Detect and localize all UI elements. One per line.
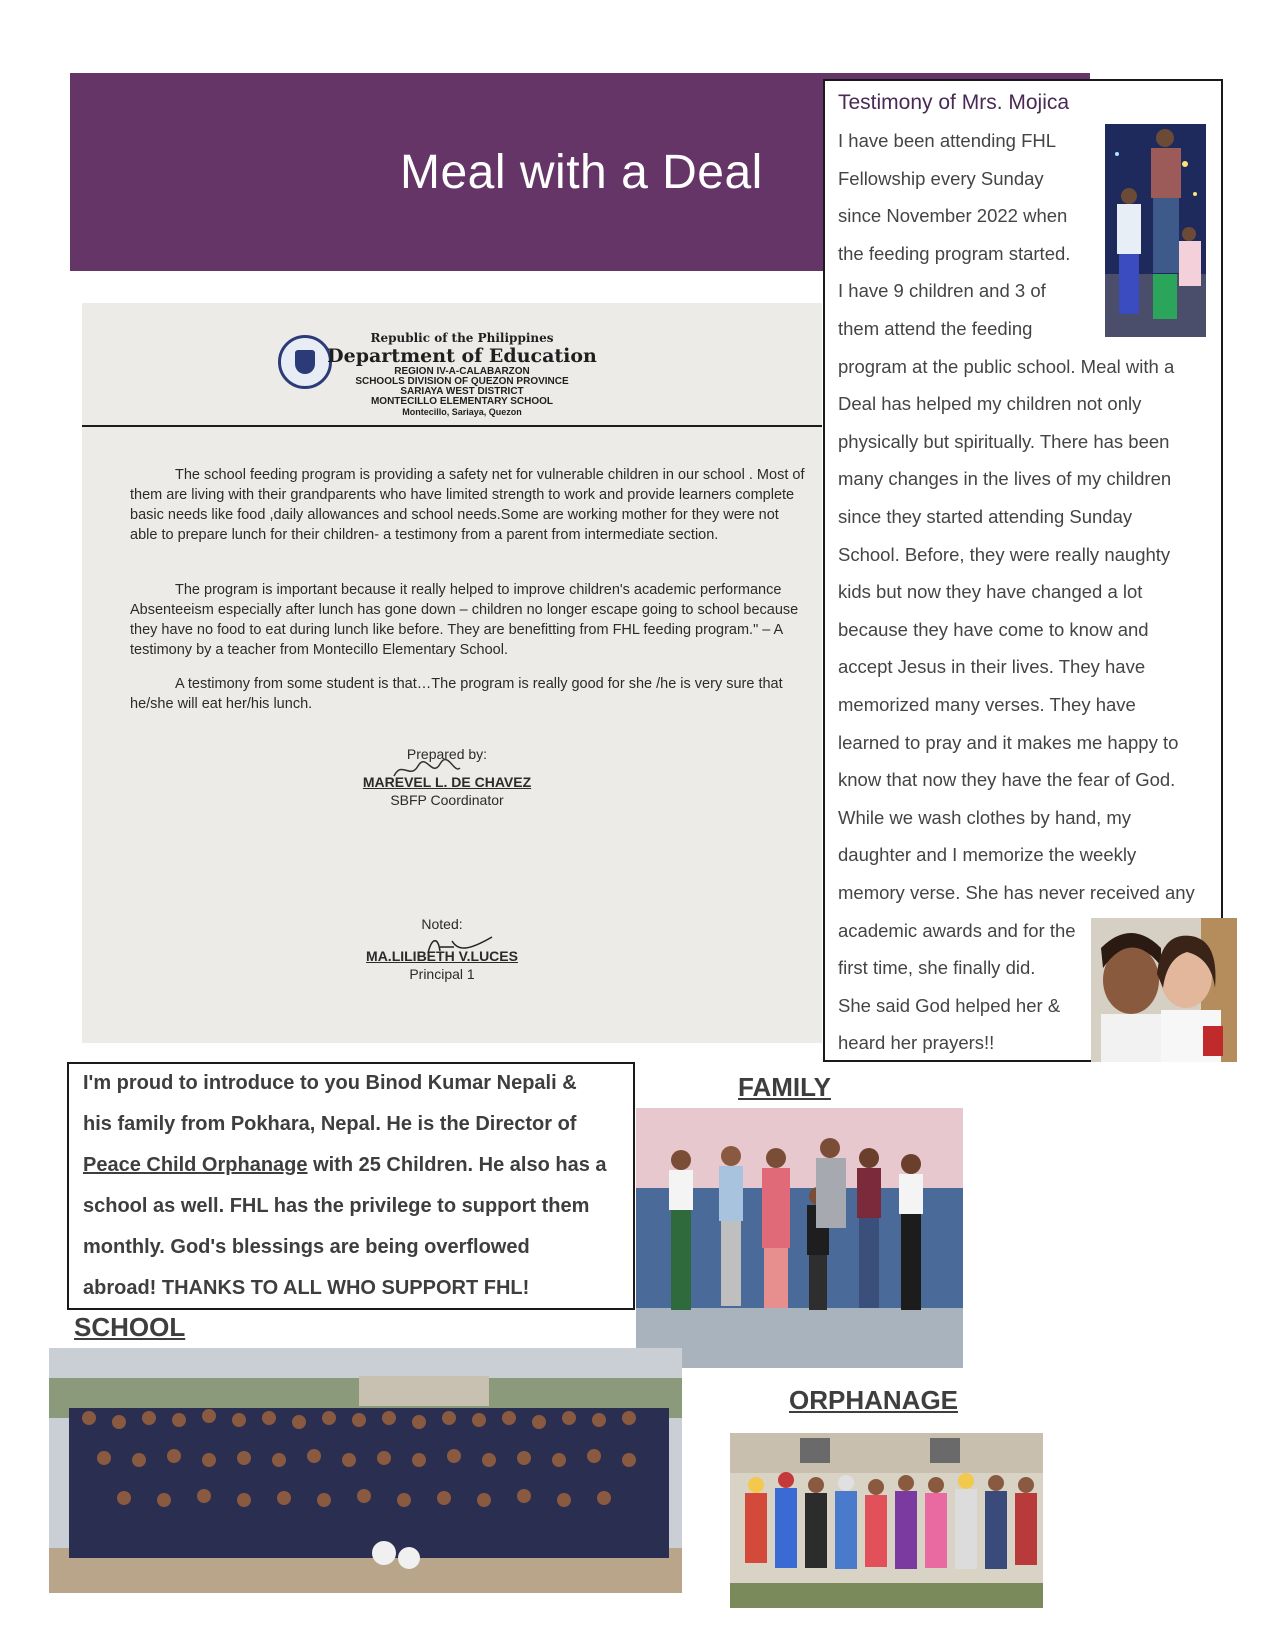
family-label: FAMILY — [738, 1072, 831, 1102]
noted-role: Principal 1 — [409, 966, 475, 982]
testimony-line: She said God helped her & — [838, 995, 1061, 1016]
family-photo — [636, 1108, 963, 1368]
intro-box — [67, 1062, 635, 1310]
prepared-label: Prepared by: — [406, 746, 488, 762]
testimony-title: Testimony of Mrs. Mojica — [838, 91, 1070, 114]
intro-line: monthly. God's blessings are being overflowed — [83, 1236, 530, 1258]
testimony-line: the feeding program started. — [838, 243, 1071, 264]
intro-line-rest: with 25 Children. He also has a — [307, 1154, 607, 1176]
noted-name: MA.LILIBETH V.LUCES — [366, 948, 518, 964]
testimony-line: I have been attending FHL — [838, 130, 1057, 151]
letter-paragraph: A testimony from some student is that…The program is really good for she /he is very sure that he/she will eat her/his lunch. — [130, 676, 783, 712]
testimony-line: memory verse. She has never received any — [838, 882, 1195, 903]
testimony-line: Fellowship every Sunday — [838, 168, 1044, 189]
letterhead-line: MONTECILLO ELEMENTARY SCHOOL — [370, 396, 554, 407]
school-label: SCHOOL — [74, 1312, 186, 1342]
testimony-line: accept Jesus in their lives. They have — [838, 656, 1146, 677]
letter-paragraph: The program is important because it really helped to improve children's academic performance Absenteeism especially after lunch has gone down – children no longer escape going to school because they have no food to eat during lunch like before. They are benefitting from FHL feeding program." – A testimony by a teacher from Montecillo Elementary School. — [130, 582, 799, 658]
testimony-line: kids but now they have changed a lot — [838, 581, 1143, 602]
letterhead-line: SARIAYA WEST DISTRICT — [400, 386, 524, 397]
page-title: Meal with a Deal — [400, 146, 763, 199]
noted-label: Noted: — [421, 916, 463, 932]
letter-paragraph: The school feeding program is providing a safety net for vulnerable children in our school . Most of them are living with their grandparents who have limited strength to work and provide learners complete basic needs like food ,daily allowances and school needs.Some are working mother for they were not able to prepare lunch for their children- a testimony from a parent from intermediate section. — [130, 467, 805, 543]
mother-daughter-photo — [1091, 918, 1237, 1062]
testimony-line: School. Before, they were really naughty — [838, 544, 1171, 565]
orphanage-label: ORPHANAGE — [789, 1385, 959, 1415]
letterhead-line: SCHOOLS DIVISION OF QUEZON PROVINCE — [355, 376, 569, 387]
peace-child-orphanage-link[interactable]: Peace Child Orphanage — [83, 1154, 308, 1176]
testimony-line: academic awards and for the — [838, 920, 1076, 941]
deped-letter-scan — [82, 303, 822, 1043]
letterhead-line: Montecillo, Sariaya, Quezon — [402, 407, 522, 417]
testimony-line: daughter and I memorize the weekly — [838, 844, 1137, 865]
prepared-name: MAREVEL L. DE CHAVEZ — [362, 774, 532, 790]
school-photo — [49, 1348, 682, 1593]
prepared-role: SBFP Coordinator — [390, 792, 504, 808]
orphanage-photo — [730, 1433, 1043, 1608]
signature-scribble-icon — [424, 933, 494, 957]
testimony-line: since November 2022 when — [838, 205, 1068, 226]
testimony-line: program at the public school. Meal with a — [838, 356, 1175, 377]
intro-line — [83, 1154, 607, 1177]
intro-line: his family from Pokhara, Nepal. He is the Director of — [83, 1113, 577, 1135]
mojica-family-photo — [1105, 124, 1206, 337]
testimony-line: While we wash clothes by hand, my — [838, 807, 1132, 828]
letterhead-republic: Republic of the Philippines — [370, 331, 554, 345]
testimony-line: know that now they have the fear of God. — [838, 769, 1176, 790]
testimony-line: heard her prayers!! — [838, 1032, 995, 1053]
signature-scribble-icon — [392, 758, 462, 782]
testimony-line: I have 9 children and 3 of — [838, 280, 1046, 301]
intro-line: school as well. FHL has the privilege to support them — [83, 1195, 590, 1217]
intro-line: I'm proud to introduce to you Binod Kumar Nepali & — [83, 1072, 577, 1094]
testimony-line: learned to pray and it makes me happy to — [838, 732, 1179, 753]
letterhead-rule — [82, 425, 822, 427]
testimony-line: first time, she finally did. — [838, 957, 1036, 978]
testimony-line: since they started attending Sunday — [838, 506, 1133, 527]
testimony-line: physically but spiritually. There has been — [838, 431, 1170, 452]
testimony-line: many changes in the lives of my children — [838, 468, 1172, 489]
testimony-line: memorized many verses. They have — [838, 694, 1136, 715]
testimony-line: them attend the feeding — [838, 318, 1033, 339]
letterhead-line: REGION IV-A-CALABARZON — [394, 366, 530, 377]
testimony-line: because they have come to know and — [838, 619, 1149, 640]
letterhead-department: Department of Education — [327, 345, 597, 367]
intro-line: abroad! THANKS TO ALL WHO SUPPORT FHL! — [83, 1277, 530, 1299]
testimony-line: Deal has helped my children not only — [838, 393, 1142, 414]
